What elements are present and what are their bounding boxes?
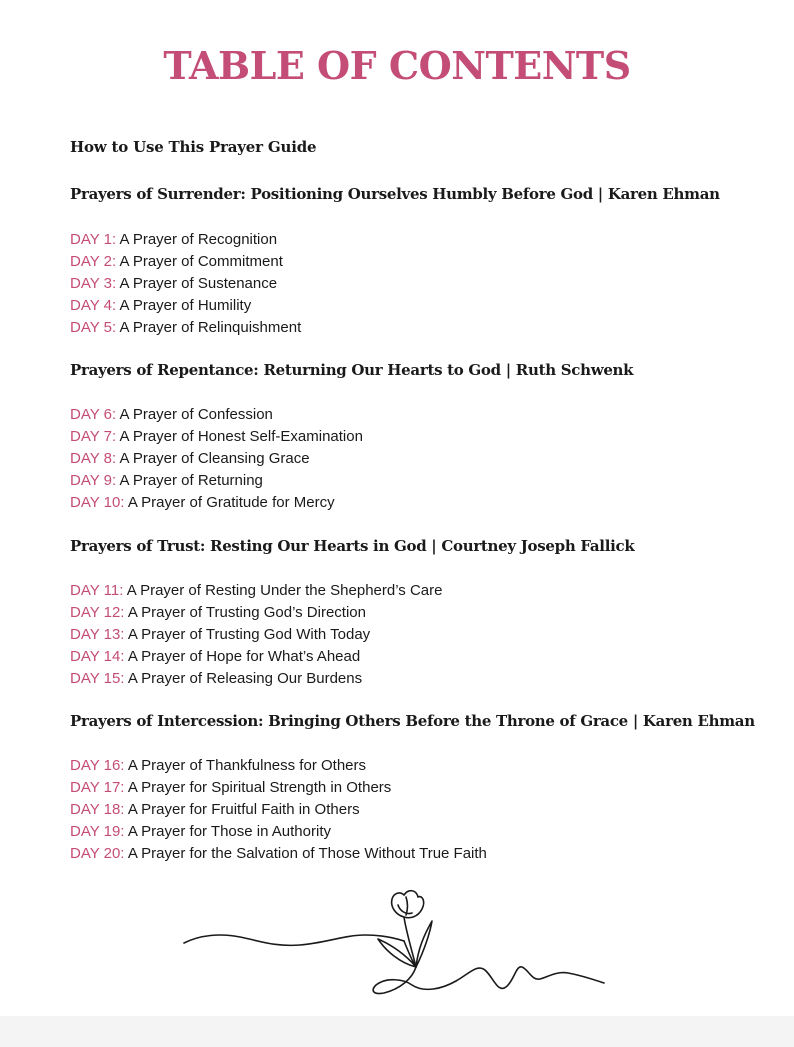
day-label: DAY 17: — [70, 779, 125, 796]
day-label: DAY 20: — [70, 845, 125, 862]
list-item — [70, 404, 363, 426]
list-item — [70, 317, 301, 339]
intro-entry: How to Use This Prayer Guide — [70, 138, 317, 156]
day-title: A Prayer of Thankfulness for Others — [127, 757, 366, 774]
list-item — [70, 229, 301, 251]
day-label: DAY 9: — [70, 472, 117, 489]
day-label: DAY 13: — [70, 626, 125, 643]
day-title: A Prayer of Commitment — [119, 253, 283, 270]
page-title: TABLE OF CONTENTS — [163, 43, 631, 88]
day-list-repentance — [70, 404, 363, 514]
list-item — [70, 251, 301, 273]
list-item — [70, 426, 363, 448]
list-item — [70, 492, 363, 514]
page-bottom-shade — [0, 1016, 794, 1047]
day-list-surrender — [70, 229, 301, 339]
day-title: A Prayer of Resting Under the Shepherd’s Care — [126, 582, 443, 599]
day-label: DAY 14: — [70, 648, 125, 665]
day-label: DAY 12: — [70, 604, 125, 621]
day-label: DAY 15: — [70, 670, 125, 687]
list-item — [70, 668, 442, 690]
day-label: DAY 2: — [70, 253, 117, 270]
section-heading-trust: Prayers of Trust: Resting Our Hearts in God | Courtney Joseph Fallick — [70, 537, 635, 555]
day-label: DAY 6: — [70, 406, 117, 423]
day-label: DAY 7: — [70, 428, 117, 445]
list-item — [70, 755, 487, 777]
day-title: A Prayer of Gratitude for Mercy — [127, 494, 335, 511]
list-item — [70, 580, 442, 602]
day-label: DAY 1: — [70, 231, 117, 248]
day-label: DAY 3: — [70, 275, 117, 292]
day-title: A Prayer for Those in Authority — [127, 823, 331, 840]
list-item — [70, 470, 363, 492]
day-title: A Prayer for the Salvation of Those Without True Faith — [127, 845, 487, 862]
day-label: DAY 18: — [70, 801, 125, 818]
list-item — [70, 273, 301, 295]
section-heading-repentance: Prayers of Repentance: Returning Our Hearts to God | Ruth Schwenk — [70, 361, 634, 379]
list-item — [70, 448, 363, 470]
day-title: A Prayer of Humility — [119, 297, 252, 314]
day-title: A Prayer of Recognition — [119, 231, 278, 248]
day-label: DAY 16: — [70, 757, 125, 774]
day-label: DAY 11: — [70, 582, 124, 599]
list-item — [70, 624, 442, 646]
section-heading-surrender: Prayers of Surrender: Positioning Ourselves Humbly Before God | Karen Ehman — [70, 185, 720, 203]
day-label: DAY 8: — [70, 450, 117, 467]
list-item — [70, 821, 487, 843]
day-title: A Prayer of Honest Self-Examination — [119, 428, 363, 445]
day-list-intercession — [70, 755, 487, 865]
day-list-trust — [70, 580, 442, 690]
day-title: A Prayer of Hope for What’s Ahead — [127, 648, 361, 665]
day-label: DAY 4: — [70, 297, 117, 314]
day-title: A Prayer for Spiritual Strength in Others — [127, 779, 392, 796]
section-heading-intercession: Prayers of Intercession: Bringing Others Before the Throne of Grace | Karen Ehman — [70, 712, 755, 730]
list-item — [70, 777, 487, 799]
list-item — [70, 799, 487, 821]
day-title: A Prayer of Trusting God’s Direction — [127, 604, 366, 621]
day-label: DAY 5: — [70, 319, 117, 336]
day-label: DAY 19: — [70, 823, 125, 840]
day-title: A Prayer of Cleansing Grace — [119, 450, 310, 467]
day-title: A Prayer of Releasing Our Burdens — [127, 670, 363, 687]
list-item — [70, 295, 301, 317]
day-title: A Prayer of Returning — [119, 472, 263, 489]
list-item — [70, 646, 442, 668]
day-label: DAY 10: — [70, 494, 125, 511]
day-title: A Prayer of Relinquishment — [119, 319, 302, 336]
list-item — [70, 843, 487, 865]
day-title: A Prayer of Sustenance — [119, 275, 278, 292]
day-title: A Prayer for Fruitful Faith in Others — [127, 801, 360, 818]
list-item — [70, 602, 442, 624]
day-title: A Prayer of Trusting God With Today — [127, 626, 371, 643]
flower-line-drawing-icon — [180, 885, 630, 1005]
day-title: A Prayer of Confession — [119, 406, 273, 423]
